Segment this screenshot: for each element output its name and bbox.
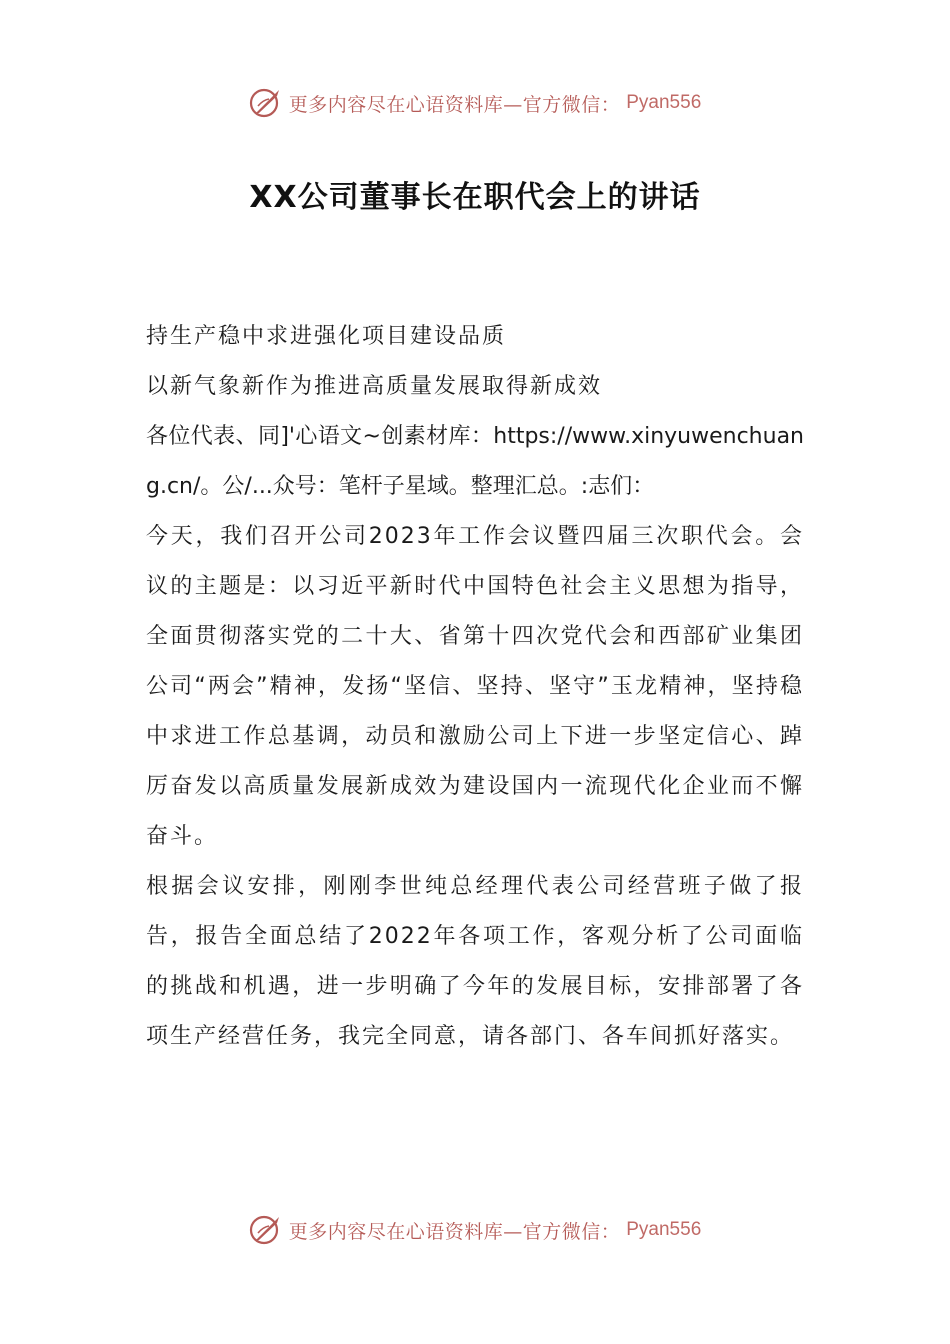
banner-text: 更多内容尽在心语资料库—官方微信： <box>288 1220 621 1243</box>
document-title: XX公司董事长在职代会上的讲话 <box>249 180 701 215</box>
document-body <box>146 312 804 1062</box>
salutation-paragraph: 各位代表、同]'心语文~创素材库：https://www.xinyuwenchuang.cn/。公/...众号：笔杆子星域。整理汇总。:志们： <box>146 424 804 499</box>
quill-pen-icon <box>249 1213 283 1247</box>
banner-contact: Pyan556 <box>626 92 702 113</box>
header-banner <box>0 83 950 123</box>
body-paragraph-1: 今天，我们召开公司2023年工作会议暨四届三次职代会。会议的主题是：以习近平新时代中国特色社会主义思想为指导，全面贯彻落实党的二十大、省第十四次党代会和西部矿业集团公司“两会”精神，发扬“坚信、坚持、坚守”玉龙精神，坚持稳中求进工作总基调，动员和激励公司上下进一步坚定信心、踔厉奋发以高质量发展新成效为建设国内一流现代化企业而不懈奋斗。 <box>146 524 804 849</box>
banner-text: 更多内容尽在心语资料库—官方微信： <box>288 93 621 116</box>
subtitle-line-2: 以新气象新作为推进高质量发展取得新成效 <box>146 374 603 399</box>
quill-pen-icon <box>249 86 283 120</box>
footer-banner <box>0 1210 950 1250</box>
subtitle-line-1: 持生产稳中求进强化项目建设品质 <box>146 324 507 349</box>
body-paragraph-2: 根据会议安排，刚刚李世纯总经理代表公司经营班子做了报告，报告全面总结了2022年各项工作，客观分析了公司面临的挑战和机遇，进一步明确了今年的发展目标，安排部署了各项生产经营任务，我完全同意，请各部门、各车间抓好落实。 <box>146 874 804 1049</box>
banner-contact: Pyan556 <box>626 1219 702 1240</box>
